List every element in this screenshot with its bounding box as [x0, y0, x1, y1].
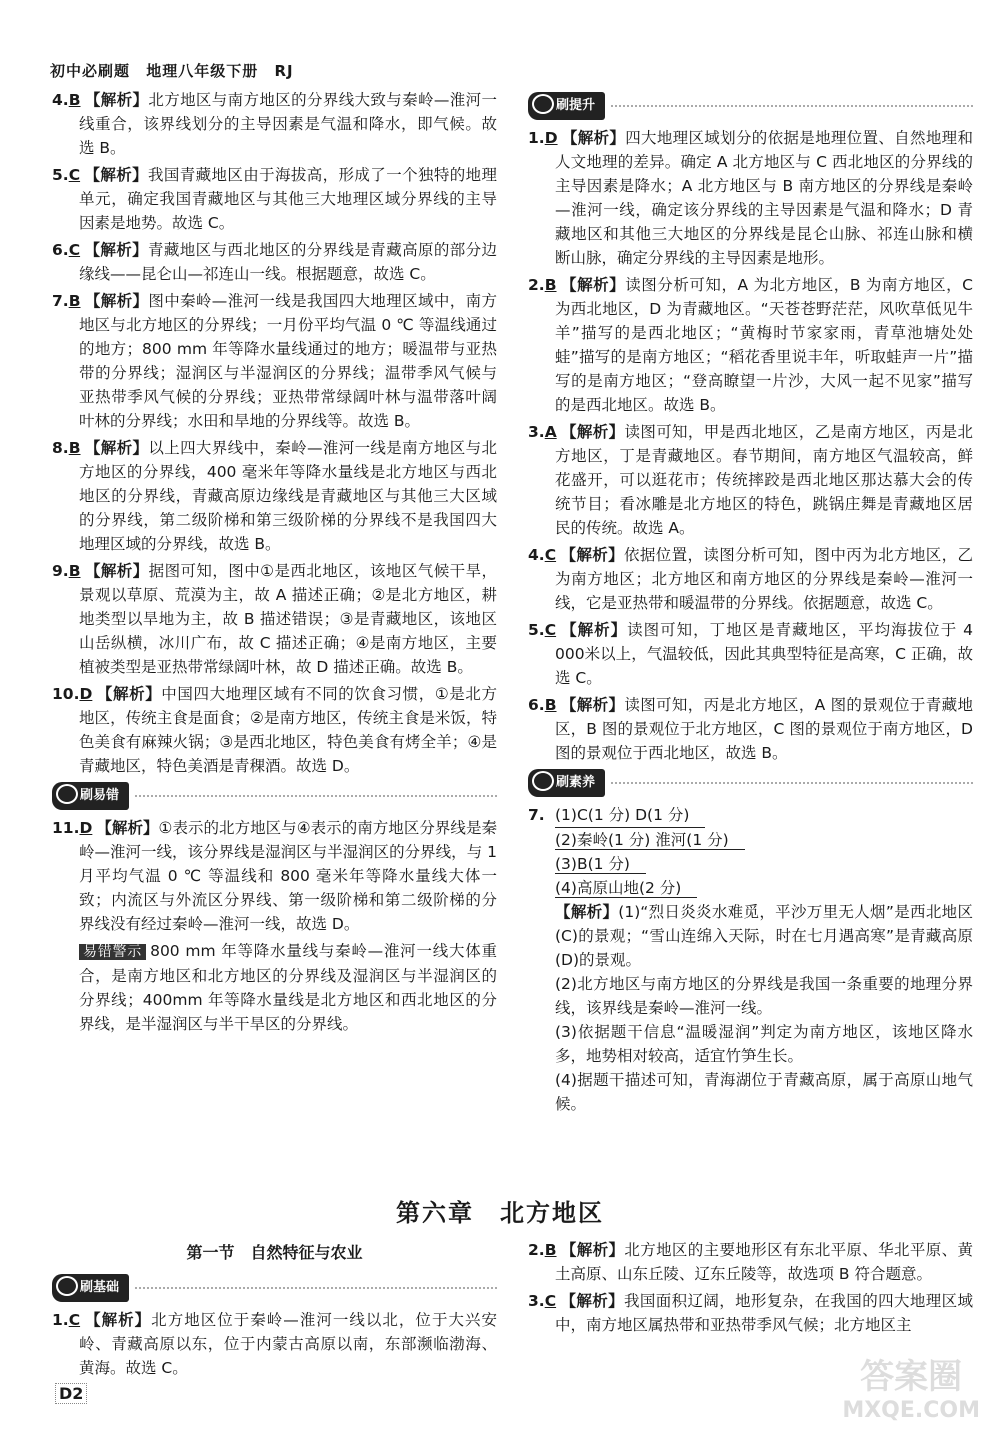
answer-item-7: 7. (1)C(1 分) D(1 分) (2)秦岭(1 分) 淮河(1 分) (3)B(1 分) (4)高原山地(2 分) 【解析】(1)“烈日炎炎水难觅，平沙万里无人烟”是西北地区(C)的景观；“雪山连绵入天际，时在七月遇高寒”是青藏高原(D)的景观。 (2)北方地区与南方地区的分界线是我国一条重要的地理分界线，该界线是秦岭—淮河一线。 (3)依据题干信息“温暖湿润”判定为南方地区，该地区降水多，地势相对较高，适宜竹笋生长。 (4)据题干描述可知，青海湖位于青藏高原，属于高原山地气候。	[528, 803, 973, 1116]
page-number: D2	[55, 1383, 87, 1404]
answer-item-bottom-right-0: 2.B 【解析】北方地区的主要地形区有东北平原、华北平原、黄土高原、山东丘陵、辽东丘陵等，故选项 B 符合题意。	[528, 1241, 973, 1283]
answer-item-left-0: 4.B 【解析】北方地区与南方地区的分界线大致与秦岭—淮河一线重合，该界线划分的主导因素是气温和降水，即气候。故选 B。	[52, 91, 497, 157]
answer-item-right-4: 5.C 【解析】读图可知，丁地区是青藏地区，平均海拔位于 4 000米以上，气温较低，因此其典型特征是高寒，C 正确，故选 C。	[528, 621, 973, 687]
subject-name: 地理八年级下册	[146, 62, 259, 80]
badge-jichu: 刷基础	[52, 1274, 497, 1302]
right-column	[528, 88, 973, 1116]
answer-item-right-2: 3.A 【解析】读图可知，甲是西北地区，乙是南方地区，丙是北方地区，丁是青藏地区。春节期间，南方地区气温较高，鲜花盛开，可以逛花市；传统摔跤是西北地区那达慕大会的传统节目；看冰雕是北方地区的特色，跳锅庄舞是青藏地区居民的传统。故选 A。	[528, 423, 973, 537]
chapter-title: 第六章 北方地区	[396, 1199, 604, 1227]
answer-item-1-bottom: 1.C 【解析】北方地区位于秦岭—淮河一线以北，位于大兴安岭、青藏高原以东，位于内蒙古高原以南，东部濒临渤海、黄海。故选 C。	[52, 1311, 497, 1377]
answer-item-right-3: 4.C 【解析】依据位置，读图分析可知，图中丙为北方地区，乙为南方地区；北方地区和南方地区的分界线是秦岭—淮河一线，它是亚热带和暖温带的分界线。依据题意，故选 C。	[528, 546, 973, 612]
pen-icon	[56, 784, 78, 804]
answer-item-11: 11.D 【解析】①表示的北方地区与④表示的南方地区分界线是秦岭—淮河一线，该分界线是湿润区与半湿润区的分界线，与 1 月平均气温 0 ℃ 等温线和 800 毫米年等降水量线大体一致；内流区与外流区分界线、第一级阶梯和第二级阶梯的分界线没有经过秦岭—淮河一线，故选 D。	[52, 819, 497, 933]
warning-text: 800 mm 年等降水量线与秦岭—淮河一线大体重合，是南方地区和北方地区的分界线及湿润区与半湿润区的分界线；400mm 年等降水量线是北方地区和西北地区的分界线，是半湿润区与半干旱区的分界线。	[79, 942, 498, 1033]
pen-icon	[532, 94, 554, 114]
series-name: 初中必刷题	[50, 62, 131, 80]
answer-item-left-5: 9.B 【解析】据图可知，图中①是西北地区，该地区气候干旱，景观以草原、荒漠为主，故 A 描述正确；②是北方地区，耕地类型以旱地为主，故 B 描述错误；③是青藏地区，该地区山岳纵横，冰川广布，故 C 描述正确；④是南方地区，主要植被类型是亚热带常绿阔叶林，故 D 描述正确。故选 B。	[52, 562, 497, 676]
answer-item-left-3: 7.B 【解析】图中秦岭—淮河一线是我国四大地理区域中，南方地区与北方地区的分界线；一月份平均气温 0 ℃ 等温线通过的地方；800 mm 年等降水量线通过的地方；暖温带与亚热带的分界线；湿润区与半湿润区的分界线；温带季风气候与亚热带季风气候的分界线；亚热带常绿阔叶林与温带落叶阔叶林的分界线；水田和旱地的分界线等。故选 B。	[52, 292, 497, 430]
answer-item-right-0: 1.D 【解析】四大地理区域划分的依据是地理位置、自然地理和人文地理的差异。确定 A 北方地区与 C 西北地区的分界线的主导因素是降水；A 北方地区与 B 南方地区的分界线是秦岭—淮河一线，确定该分界线的主导因素是气温和降水；D 青藏地区和其他三大地区的分界线是昆仑山脉、祁连山脉和横断山脉，确定分界线的主导因素是地形。	[528, 129, 973, 267]
answer-item-left-2: 6.C 【解析】青藏地区与西北地区的分界线是青藏高原的部分边缘线——昆仑山—祁连山一线。根据题意，故选 C。	[52, 241, 497, 283]
bottom-left-column	[52, 1270, 497, 1383]
answer-item-bottom-right-1: 3.C 【解析】我国面积辽阔，地形复杂，在我国的四大地理区域中，南方地区属热带和亚热带季风气候；北方地区主	[528, 1292, 973, 1334]
watermark: 答案圈 MXQE.COM	[842, 1357, 980, 1423]
running-header	[50, 60, 304, 81]
answer-item-left-1: 5.C 【解析】我国青藏地区由于海拔高，形成了一个独特的地理单元，确定我国青藏地区与其他三大地理区域分界线的主导因素是地势。故选 C。	[52, 166, 497, 232]
answer-item-right-5: 6.B 【解析】读图可知，丙是北方地区，A 图的景观位于青藏地区，B 图的景观位于北方地区，C 图的景观位于南方地区，D 图的景观位于西北地区，故选 B。	[528, 696, 973, 762]
answer-item-left-6: 10.D 【解析】中国四大地理区域有不同的饮食习惯，①是北方地区，传统主食是面食；②是南方地区，传统主食是米饭，特色美食有麻辣火锅；③是西北地区，特色美食有烤全羊；④是青藏地区，特色美酒是青稞酒。故选 D。	[52, 685, 497, 775]
pen-icon	[56, 1276, 78, 1296]
warning-note	[52, 939, 497, 1036]
badge-suyang: 刷素养	[528, 769, 973, 797]
section-title: 第一节 自然特征与农业	[186, 1243, 363, 1262]
left-column	[52, 88, 497, 1036]
badge-yicuo: 刷易错	[52, 782, 497, 810]
warning-label: 易错警示	[79, 944, 146, 960]
edition: RJ	[274, 62, 294, 80]
answer-item-right-1: 2.B 【解析】读图分析可知，A 为北方地区，B 为南方地区，C 为西北地区，D 为青藏地区。“天苍苍野茫茫，风吹草低见牛羊”描写的是西北地区；“黄梅时节家家雨，青草池塘处处蛙”描写的是南方地区；“稻花香里说丰年，听取蛙声一片”描写的是南方地区；“登高瞭望一片沙，大风一起不见家”描写的是西北地区。故选 B。	[528, 276, 973, 414]
bottom-right-column	[528, 1238, 973, 1340]
pen-icon	[532, 771, 554, 791]
answer-item-left-4: 8.B 【解析】以上四大界线中，秦岭—淮河一线是南方地区与北方地区的分界线，400 毫米年等降水量线是北方地区与西北地区的分界线，青藏高原边缘线是青藏地区与其他三大区域的分界线，第二级阶梯和第三级阶梯的分界线不是我国四大地理区域的分界线，故选 B。	[52, 439, 497, 553]
badge-tisheng: 刷提升	[528, 92, 973, 120]
